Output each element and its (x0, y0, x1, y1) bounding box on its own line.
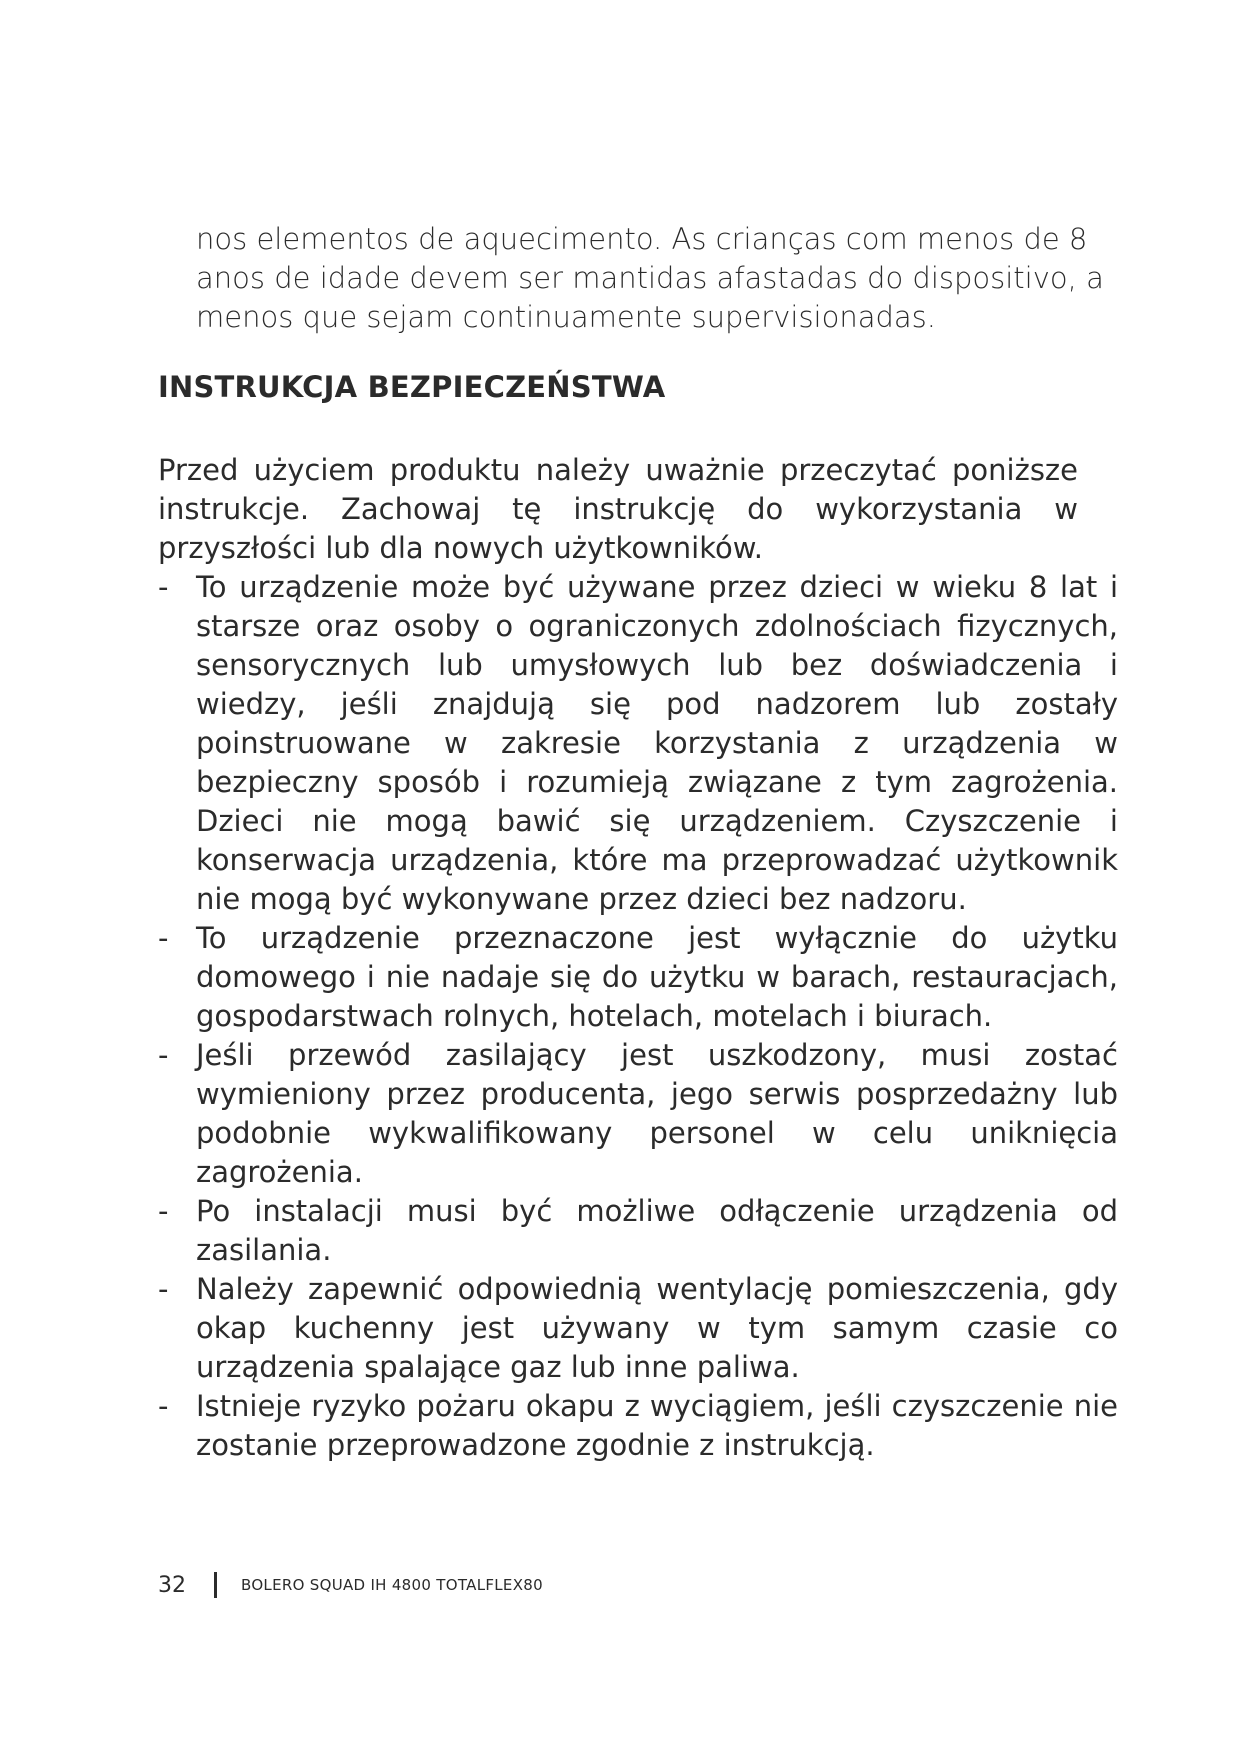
bullet-dash: - (158, 1194, 169, 1228)
list-item (158, 1387, 1118, 1465)
bullet-dash: - (158, 1038, 169, 1072)
list-item (158, 1036, 1118, 1192)
list-item-text: Jeśli przewód zasilający jest uszkodzony, musi zostać wymieniony przez producenta, jego serwis posprzedażny lub podobnie wykwalifikowany personel w celu uniknięcia zagrożenia. (196, 1038, 1118, 1189)
bullet-dash: - (158, 570, 169, 604)
list-item-text: To urządzenie przeznaczone jest wyłącznie do użytku domowego i nie nadaje się do użytku w barach, restauracjach, gospodarstwach rolnych, hotelach, motelach i biurach. (196, 921, 1118, 1033)
footer-divider (214, 1572, 217, 1598)
page-number: 32 (158, 1572, 186, 1598)
list-item (158, 568, 1118, 919)
bullet-dash: - (158, 921, 169, 955)
page-footer (158, 1568, 543, 1602)
continuation-paragraph: nos elementos de aquecimento. As crianças com menos de 8 anos de idade devem ser mantidas afastadas do dispositivo, a menos que sejam continuamente supervisionadas. (196, 222, 1104, 334)
list-item-text: To urządzenie może być używane przez dzieci w wieku 8 lat i starsze oraz osoby o ograniczonych zdolnościach fizycznych, sensorycznych lub umysłowych lub bez doświadczenia i wiedzy, jeśli znajdują się pod nadzorem lub zostały poinstruowane w zakresie korzystania z urządzenia w bezpieczny sposób i rozumieją związane z tym zagrożenia. Dzieci nie mogą bawić się urządzeniem. Czyszczenie i konserwacja urządzenia, które ma przeprowadzać użytkownik nie mogą być wykonywane przez dzieci bez nadzoru. (196, 570, 1118, 916)
list-item (158, 919, 1118, 1036)
bullet-dash: - (158, 1389, 169, 1423)
list-item-text: Istnieje ryzyko pożaru okapu z wyciągiem, jeśli czyszczenie nie zostanie przeprowadzone zgodnie z instrukcją. (196, 1389, 1118, 1462)
list-item (158, 1270, 1118, 1387)
intro-paragraph: Przed użyciem produktu należy uważnie przeczytać poniższe instrukcje. Zachowaj tę instrukcję do wykorzystania w przyszłości lub dla nowych użytkowników. (158, 453, 1078, 565)
list-item (158, 1192, 1118, 1270)
list-item-text: Należy zapewnić odpowiednią wentylację pomieszczenia, gdy okap kuchenny jest używany w tym samym czasie co urządzenia spalające gaz lub inne paliwa. (196, 1272, 1118, 1384)
product-model-name: BOLERO SQUAD IH 4800 TOTALFLEX80 (241, 1576, 543, 1594)
safety-instructions-list (158, 568, 1118, 1465)
bullet-dash: - (158, 1272, 169, 1306)
list-item-text: Po instalacji musi być możliwe odłączenie urządzenia od zasilania. (196, 1194, 1118, 1267)
section-heading: INSTRUKCJA BEZPIECZEŃSTWA (158, 370, 666, 404)
